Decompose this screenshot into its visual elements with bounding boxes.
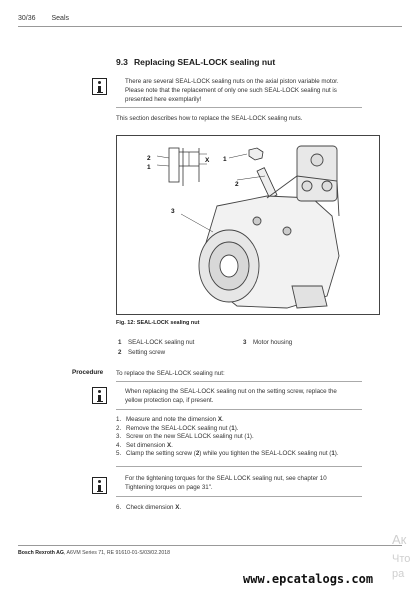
note-rule xyxy=(116,496,362,497)
legend-item: 3 Motor housing xyxy=(243,339,293,346)
figure-label-x: X xyxy=(205,157,210,164)
overlay-text: ра xyxy=(392,568,405,580)
figure-box xyxy=(116,135,380,315)
procedure-intro: To replace the SEAL-LOCK sealing nut: xyxy=(116,370,225,377)
intro-text: This section describes how to replace the SEAL-LOCK sealing nuts. xyxy=(116,115,303,122)
note-text: For the tightening torques for the SEAL LOCK sealing nut, see chapter 10 Tightening torques on page 31". xyxy=(125,475,327,492)
note-text: When replacing the SEAL-LOCK sealing nut on the setting screw, replace the yellow protection cap, if present. xyxy=(125,388,337,405)
step-item: 2. Remove the SEAL-LOCK sealing nut (1). xyxy=(116,424,239,432)
note-text: There are several SEAL-LOCK sealing nuts on the axial piston variable motor. Please note that the replacement of only one such SEAL-LOCK sealing nut is presented here exemplarily! xyxy=(125,78,339,104)
section-number: 9.3 xyxy=(116,57,128,67)
step-item: 5. Clamp the setting screw (2) while you tighten the SEAL-LOCK sealing nut (1). xyxy=(116,450,339,458)
watermark-url: www.epcatalogs.com xyxy=(243,572,374,586)
figure-caption: Fig. 12: SEAL-LOCK sealing nut xyxy=(116,320,200,326)
info-icon xyxy=(92,477,107,494)
header-rule xyxy=(18,26,402,27)
note-rule xyxy=(116,381,362,382)
footer-rule xyxy=(18,545,402,546)
note-rule xyxy=(116,107,362,108)
figure-label-1a: 1 xyxy=(147,164,151,171)
info-icon xyxy=(92,78,107,95)
note-rule xyxy=(116,409,362,410)
step-item: 1. Measure and note the dimension X. xyxy=(116,416,224,423)
section-heading: Replacing SEAL-LOCK sealing nut xyxy=(133,57,276,67)
motor-illustration xyxy=(117,136,381,316)
figure-label-1b: 1 xyxy=(223,156,227,163)
step-item: 6. Check dimension X. xyxy=(116,504,182,511)
note-rule xyxy=(116,466,362,467)
procedure-label: Procedure xyxy=(72,369,104,376)
figure-label-2a: 2 xyxy=(147,155,151,162)
figure-label-3: 3 xyxy=(171,208,175,215)
overlay-text: Ак xyxy=(392,532,407,547)
figure-label-2b: 2 xyxy=(235,181,239,188)
chapter-name: Seals xyxy=(51,15,69,22)
legend-item: 1 SEAL-LOCK sealing nut xyxy=(118,339,195,346)
figure-legend xyxy=(118,338,368,358)
page-footer: Bosch Rexroth AG, A6VM Series 71, RE 91610-01-S/03/02.2018 xyxy=(18,550,171,556)
step-item: 4. Set dimension X. xyxy=(116,441,173,449)
procedure-steps xyxy=(116,416,339,459)
info-icon xyxy=(92,387,107,404)
page-number: 30/36 xyxy=(18,15,36,22)
legend-item: 2 Setting screw xyxy=(118,349,166,356)
section-title xyxy=(116,57,275,67)
step-item: 3. Screw on the new SEAL LOCK sealing nut (1). xyxy=(116,433,254,441)
overlay-text: Что xyxy=(392,553,411,565)
